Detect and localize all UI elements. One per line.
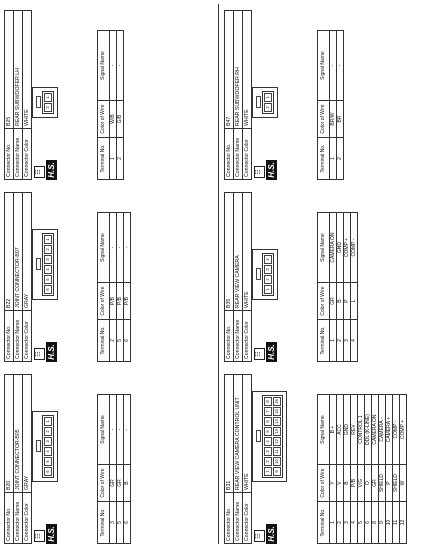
table-row xyxy=(365,395,372,544)
terminal-no-cell: 10 xyxy=(386,501,393,543)
signal-name-cell: COMP - xyxy=(393,395,400,465)
connector-name-row xyxy=(234,193,243,362)
connector-pin: 14 xyxy=(273,417,281,426)
connector-number-row xyxy=(5,193,14,362)
wire-color-cell: B xyxy=(337,283,344,320)
connector-pin: 4 xyxy=(44,447,52,456)
connector-number-value: B20 xyxy=(5,375,14,493)
connector-pin: 7 xyxy=(264,407,272,416)
signal-name-header: Signal Name xyxy=(318,213,330,283)
connector-pin: 5 xyxy=(264,427,272,436)
table-row xyxy=(358,395,365,544)
connector-pin: 6 xyxy=(44,285,52,294)
connector-name-row xyxy=(234,11,243,180)
table-row xyxy=(337,213,344,362)
hs-harness-side-icon xyxy=(34,158,58,180)
wire-color-cell: P/B xyxy=(124,283,131,320)
connector-name-label: Connector Name xyxy=(234,129,243,180)
connector-number-label: Connector No. xyxy=(225,493,234,544)
signal-name-cell: REV xyxy=(351,395,358,465)
connector-color-value: WHITE xyxy=(243,193,252,311)
connector-pin: 2 xyxy=(44,427,52,436)
hs-label: H.S. xyxy=(266,342,277,362)
table-row xyxy=(344,213,351,362)
connector-face-diagram xyxy=(32,87,58,118)
connector-pin: 5 xyxy=(44,457,52,466)
terminal-table xyxy=(97,212,131,362)
signal-name-cell: CAMERA ON xyxy=(330,213,337,283)
connector-name-row xyxy=(14,193,23,362)
connector-color-label: Connector Color xyxy=(23,129,32,180)
table-row xyxy=(117,213,124,362)
terminal-no-cell: 1 xyxy=(330,501,337,543)
wire-color-header: Color of Wire xyxy=(318,101,330,138)
table-row xyxy=(351,213,358,362)
table-row xyxy=(379,395,386,544)
table-row xyxy=(372,395,379,544)
pin-row xyxy=(44,417,52,476)
pin-row xyxy=(264,397,272,476)
wire-color-cell: Y xyxy=(330,465,337,502)
terminal-no-header: Terminal No. xyxy=(318,319,330,361)
connector-header-table xyxy=(224,374,252,544)
connector-color-row xyxy=(23,11,32,180)
terminal-no-cell: 1 xyxy=(110,137,117,179)
signal-name-header: Signal Name xyxy=(318,31,330,101)
connector-number-label: Connector No. xyxy=(5,311,14,362)
connector-number-row xyxy=(225,375,234,544)
connector-pin-block xyxy=(262,395,283,478)
connector-color-label: Connector Color xyxy=(23,311,32,362)
signal-name-cell: B + xyxy=(330,395,337,465)
table-row xyxy=(117,395,124,544)
connector-pin: 1 xyxy=(44,417,52,426)
connector-pin: 11 xyxy=(273,447,281,456)
connector-number-row xyxy=(5,375,14,544)
connector-pin: 6 xyxy=(264,417,272,426)
terminal-no-header: Terminal No. xyxy=(318,137,330,179)
connector-number-value: B47 xyxy=(225,11,234,129)
terminal-table xyxy=(317,212,358,362)
table-row xyxy=(117,31,124,180)
terminal-no-cell: 5 xyxy=(358,501,365,543)
wire-color-cell: O xyxy=(365,465,372,502)
terminal-table-header xyxy=(318,31,330,180)
wire-color-header: Color of Wire xyxy=(318,465,330,502)
signal-name-cell: GND xyxy=(337,213,344,283)
connector-pin: 2 xyxy=(264,457,272,466)
connector-name-label: Connector Name xyxy=(14,129,23,180)
signal-name-cell: CAMERA - xyxy=(379,395,386,465)
connector-pin: 3 xyxy=(44,255,52,264)
connector-header-table xyxy=(224,192,252,362)
hs-harness-side-icon xyxy=(254,158,278,180)
terminal-no-cell: 9 xyxy=(379,501,386,543)
connector-section-b20 xyxy=(2,366,218,544)
terminal-no-cell: 2 xyxy=(337,501,344,543)
terminal-no-cell: 5 xyxy=(117,319,124,361)
hs-label: H.S. xyxy=(266,524,277,544)
table-row xyxy=(344,395,351,544)
table-row xyxy=(330,395,337,544)
wire-color-cell: BR xyxy=(337,101,344,138)
connector-name-label: Connector Name xyxy=(234,493,243,544)
connector-pin: 3 xyxy=(264,447,272,456)
wire-color-cell: P xyxy=(386,465,393,502)
hs-label: H.S. xyxy=(46,160,57,180)
terminal-table-header xyxy=(318,395,330,544)
connector-pin: 2 xyxy=(44,245,52,254)
wire-color-cell: P/B xyxy=(110,283,117,320)
table-row xyxy=(337,395,344,544)
wire-color-header: Color of Wire xyxy=(98,283,110,320)
connector-number-label: Connector No. xyxy=(5,129,14,180)
terminal-no-cell: 2 xyxy=(337,137,344,179)
connector-color-row xyxy=(23,193,32,362)
connector-pin: 2 xyxy=(264,275,272,284)
signal-name-cell: - xyxy=(117,395,124,465)
connector-number-value: B25 xyxy=(5,11,14,129)
connector-face-diagram xyxy=(252,87,278,118)
connector-section-b31 xyxy=(222,366,438,544)
signal-name-cell: - xyxy=(117,213,124,283)
terminal-no-cell: 3 xyxy=(344,501,351,543)
table-row xyxy=(330,213,337,362)
connector-pin: 3 xyxy=(44,437,52,446)
connector-color-row xyxy=(243,11,252,180)
terminal-table xyxy=(317,394,407,544)
connector-number-row xyxy=(5,11,14,180)
signal-name-cell: COMP - xyxy=(351,213,358,283)
connector-number-label: Connector No. xyxy=(5,493,14,544)
connector-name-value: JOINT CONNECTOR-B07 xyxy=(14,193,23,311)
connector-color-row xyxy=(23,375,32,544)
pin-row xyxy=(44,235,52,294)
pin-row xyxy=(273,397,281,476)
connector-pin-block xyxy=(42,233,54,296)
signal-name-cell: - xyxy=(124,213,131,283)
table-row xyxy=(110,395,117,544)
connector-latch xyxy=(256,269,261,281)
connector-symbol-icon: ☷ xyxy=(254,166,265,178)
hs-harness-side-icon xyxy=(254,522,278,544)
signal-name-cell: - xyxy=(124,395,131,465)
connector-pin: 4 xyxy=(44,265,52,274)
connector-name-label: Connector Name xyxy=(234,311,243,362)
connector-pin: 8 xyxy=(264,397,272,406)
connector-color-label: Connector Color xyxy=(243,493,252,544)
terminal-no-header: Terminal No. xyxy=(98,137,110,179)
signal-name-header: Signal Name xyxy=(318,395,330,465)
pin-row xyxy=(264,93,272,112)
connector-header-table xyxy=(224,10,252,180)
connector-latch xyxy=(36,97,41,109)
connector-section-b22 xyxy=(2,184,218,362)
wire-color-cell: GR xyxy=(110,465,117,502)
connector-pin-block xyxy=(42,415,54,478)
connector-name-label: Connector Name xyxy=(14,493,23,544)
signal-name-cell: CAMERA + xyxy=(386,395,393,465)
terminal-no-cell: 6 xyxy=(124,319,131,361)
connector-pin: 1 xyxy=(44,93,52,102)
signal-name-cell: COMP + xyxy=(344,213,351,283)
hs-harness-side-icon xyxy=(254,340,278,362)
signal-name-cell: CAMERA ON xyxy=(372,395,379,465)
connector-pin: 1 xyxy=(264,467,272,476)
terminal-no-cell: 12 xyxy=(400,501,407,543)
connector-pin-block xyxy=(262,253,274,296)
connector-header-table xyxy=(4,374,32,544)
table-row xyxy=(330,31,337,180)
connector-latch xyxy=(256,97,261,109)
connector-name-value: REAR VIEW CAMERA CONTROL UNIT xyxy=(234,375,243,493)
connector-latch xyxy=(36,259,41,271)
wire-color-cell: B xyxy=(344,465,351,502)
wire-color-cell: B xyxy=(124,465,131,502)
connector-pin: 2 xyxy=(44,103,52,112)
signal-name-cell: GND xyxy=(344,395,351,465)
terminal-no-cell: 1 xyxy=(330,137,337,179)
connector-pin: 4 xyxy=(264,437,272,446)
connector-name-row xyxy=(14,11,23,180)
terminal-no-cell: 4 xyxy=(351,501,358,543)
hs-harness-side-icon xyxy=(34,522,58,544)
terminal-table-header xyxy=(98,213,110,362)
pin-row xyxy=(44,93,52,112)
connector-pin: 10 xyxy=(273,457,281,466)
connector-pin: 1 xyxy=(264,93,272,102)
connector-pin: 15 xyxy=(273,407,281,416)
signal-name-cell: - xyxy=(337,31,344,101)
terminal-no-header: Terminal No. xyxy=(318,501,330,543)
wire-color-cell: W xyxy=(400,465,407,502)
table-row xyxy=(386,395,393,544)
terminal-no-header: Terminal No. xyxy=(98,319,110,361)
connector-color-value: WHITE xyxy=(243,375,252,493)
terminal-table-header xyxy=(98,31,110,180)
table-row xyxy=(393,395,400,544)
terminal-no-cell: 6 xyxy=(365,501,372,543)
terminal-no-header: Terminal No. xyxy=(98,501,110,543)
wire-color-cell: G/B xyxy=(117,101,124,138)
terminal-no-cell: 6 xyxy=(124,501,131,543)
connector-color-value: GRAY xyxy=(23,375,32,493)
wire-color-cell: P/B xyxy=(351,465,358,502)
wire-color-cell: L xyxy=(351,283,358,320)
connector-pin: 1 xyxy=(264,285,272,294)
wire-color-cell: P/B xyxy=(117,283,124,320)
wire-color-header: Color of Wire xyxy=(98,101,110,138)
wire-color-cell: SHIELD xyxy=(393,465,400,502)
hs-harness-side-icon xyxy=(34,340,58,362)
connector-color-label: Connector Color xyxy=(243,129,252,180)
connector-pin: 3 xyxy=(264,265,272,274)
terminal-no-cell: 11 xyxy=(393,501,400,543)
hs-label: H.S. xyxy=(46,342,57,362)
terminal-table-header xyxy=(98,395,110,544)
terminal-no-cell: 5 xyxy=(117,501,124,543)
connector-name-label: Connector Name xyxy=(14,311,23,362)
connector-number-row xyxy=(225,193,234,362)
connector-pin: 2 xyxy=(264,103,272,112)
terminal-table-header xyxy=(318,213,330,362)
wire-color-cell: GR xyxy=(330,283,337,320)
connector-name-row xyxy=(234,375,243,544)
connector-number-value: B31 xyxy=(225,375,234,493)
connector-name-value: REAR VIEW CAMERA xyxy=(234,193,243,311)
connector-name-row xyxy=(14,375,23,544)
signal-name-cell: - xyxy=(110,31,117,101)
wire-color-cell: BR/W xyxy=(330,101,337,138)
connector-pin: 13 xyxy=(273,427,281,436)
terminal-no-cell: 4 xyxy=(351,319,358,361)
wire-color-cell: GR xyxy=(372,465,379,502)
wire-color-cell: V xyxy=(337,465,344,502)
connector-face-diagram xyxy=(252,391,287,482)
connector-number-row xyxy=(225,11,234,180)
terminal-table xyxy=(97,30,124,180)
terminal-no-cell: 3 xyxy=(344,319,351,361)
connector-pin-block xyxy=(42,91,54,114)
signal-name-header: Signal Name xyxy=(98,395,110,465)
connector-pin: 9 xyxy=(273,467,281,476)
connector-number-value: B35 xyxy=(225,193,234,311)
signal-name-cell: - xyxy=(330,31,337,101)
table-row xyxy=(110,213,117,362)
signal-name-cell: ACC xyxy=(337,395,344,465)
connector-face-diagram xyxy=(252,249,278,300)
connector-section-b35 xyxy=(222,184,438,362)
connector-color-row xyxy=(243,193,252,362)
signal-name-header: Signal Name xyxy=(98,213,110,283)
connector-color-row xyxy=(243,375,252,544)
connector-number-label: Connector No. xyxy=(225,311,234,362)
connector-color-value: WHITE xyxy=(243,11,252,129)
connector-number-label: Connector No. xyxy=(225,129,234,180)
connector-pin: 1 xyxy=(44,235,52,244)
connector-color-label: Connector Color xyxy=(23,493,32,544)
terminal-no-cell: 2 xyxy=(337,319,344,361)
connector-pin: 12 xyxy=(273,437,281,446)
terminal-no-cell: 2 xyxy=(110,319,117,361)
table-row xyxy=(337,31,344,180)
table-row xyxy=(124,395,131,544)
connector-name-value: JOINT CONNECTOR-B05 xyxy=(14,375,23,493)
wire-color-header: Color of Wire xyxy=(98,465,110,502)
connector-symbol-icon: ☷ xyxy=(34,166,45,178)
connector-name-value: REAR SUBWOOFER LH xyxy=(14,11,23,129)
table-row xyxy=(400,395,407,544)
terminal-table xyxy=(317,30,344,180)
connector-header-table xyxy=(4,10,32,180)
connector-section-b25 xyxy=(2,2,218,180)
connector-pin: 6 xyxy=(44,467,52,476)
signal-name-cell: - xyxy=(110,395,117,465)
connector-color-value: WHITE xyxy=(23,11,32,129)
connector-number-value: B22 xyxy=(5,193,14,311)
signal-name-cell: COMP + xyxy=(400,395,407,465)
connector-section-b47 xyxy=(222,2,438,180)
signal-name-cell: CONTROL 1 xyxy=(358,395,365,465)
connector-latch xyxy=(36,441,41,453)
connector-face-diagram xyxy=(32,411,58,482)
terminal-no-cell: 3 xyxy=(110,501,117,543)
hs-label: H.S. xyxy=(266,160,277,180)
wire-color-cell: P xyxy=(344,283,351,320)
hs-label: H.S. xyxy=(46,524,57,544)
table-row xyxy=(124,213,131,362)
signal-name-header: Signal Name xyxy=(98,31,110,101)
terminal-no-cell: 1 xyxy=(330,319,337,361)
wire-color-header: Color of Wire xyxy=(318,283,330,320)
connector-color-value: GRAY xyxy=(23,193,32,311)
pin-row xyxy=(264,255,272,294)
connector-name-value: REAR SUBWOOFER RH xyxy=(234,11,243,129)
wire-color-cell: W/B xyxy=(110,101,117,138)
connector-symbol-icon: ☷ xyxy=(34,348,45,360)
terminal-no-cell: 2 xyxy=(117,137,124,179)
connector-pin: 16 xyxy=(273,397,281,406)
wire-color-cell: SHIELD xyxy=(379,465,386,502)
terminal-no-cell: 8 xyxy=(372,501,379,543)
wire-color-cell: V/G xyxy=(358,465,365,502)
connector-face-diagram xyxy=(32,229,58,300)
connector-latch xyxy=(256,431,261,443)
wire-color-cell: GR xyxy=(117,465,124,502)
signal-name-cell: DDL (K-LINE) xyxy=(365,395,372,465)
connector-color-label: Connector Color xyxy=(243,311,252,362)
connector-symbol-icon: ☷ xyxy=(34,530,45,542)
connector-pin: 5 xyxy=(44,275,52,284)
connector-header-table xyxy=(4,192,32,362)
connector-symbol-icon: ☷ xyxy=(254,348,265,360)
connector-symbol-icon: ☷ xyxy=(254,530,265,542)
table-row xyxy=(110,31,117,180)
connector-pin: 4 xyxy=(264,255,272,264)
table-row xyxy=(351,395,358,544)
signal-name-cell: - xyxy=(117,31,124,101)
signal-name-cell: - xyxy=(110,213,117,283)
connector-pin-block xyxy=(262,91,274,114)
section-divider xyxy=(218,4,219,544)
terminal-table xyxy=(97,394,131,544)
